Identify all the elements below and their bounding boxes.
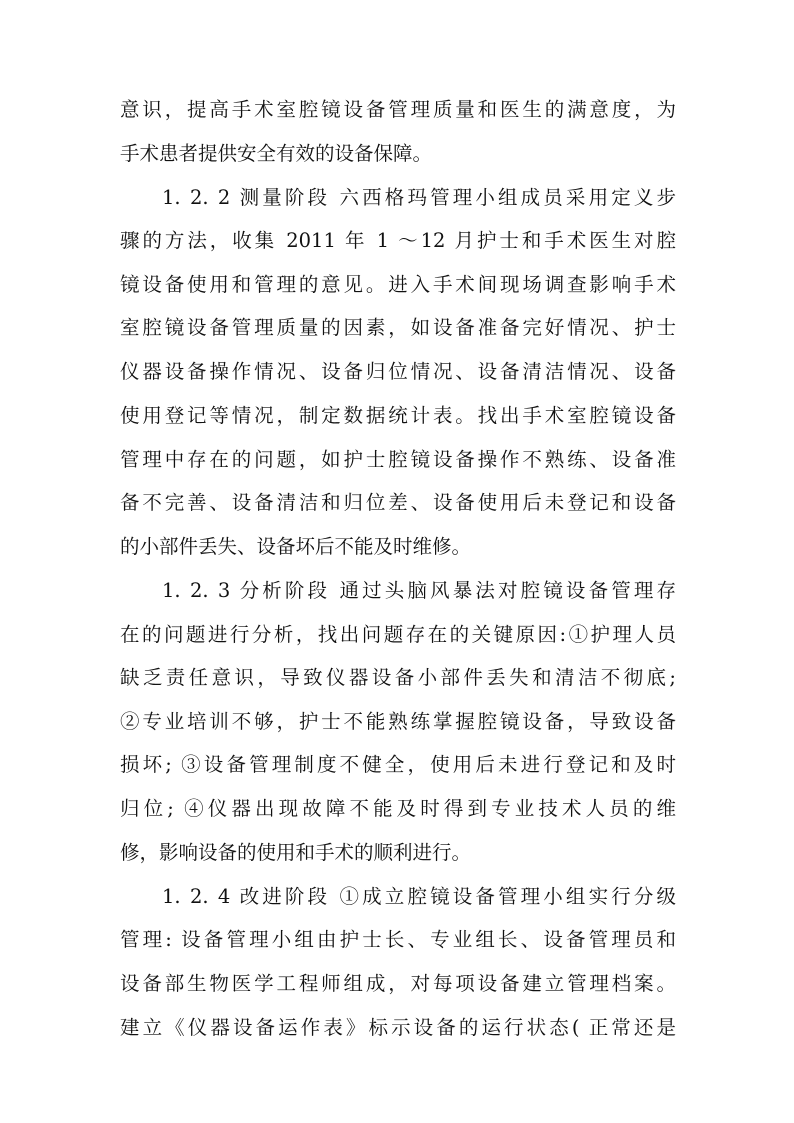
text-line: 损坏; ③设备管理制度不健全，使用后未进行登记和及时 (120, 753, 676, 776)
text-line: 室腔镜设备管理质量的因素，如设备准备完好情况、护士 (120, 316, 676, 339)
section-heading-line: 1. 2. 3 分析阶段 通过头脑风暴法对腔镜设备管理存 (162, 579, 676, 602)
text-line: 使用登记等情况，制定数据统计表。找出手术室腔镜设备 (120, 404, 676, 427)
text-line: 备不完善、设备清洁和归位差、设备使用后未登记和设备 (120, 491, 676, 514)
text-line: 手术患者提供安全有效的设备保障。 (120, 142, 433, 165)
text-line: 仪器设备操作情况、设备归位情况、设备清洁情况、设备 (120, 360, 676, 383)
text-line: 镜设备使用和管理的意见。进入手术间现场调查影响手术 (120, 273, 676, 296)
text-line: ②专业培训不够，护士不能熟练掌握腔镜设备，导致设备 (120, 710, 676, 733)
text-line: 意识，提高手术室腔镜设备管理质量和医生的满意度，为 (120, 98, 676, 121)
text-line: 设备部生物医学工程师组成，对每项设备建立管理档案。 (120, 972, 676, 995)
section-heading-line: 1. 2. 4 改进阶段 ①成立腔镜设备管理小组实行分级 (162, 885, 676, 908)
text-line: 在的问题进行分析，找出问题存在的关键原因:①护理人员 (120, 623, 676, 646)
text-line: 的小部件丢失、设备坏后不能及时维修。 (120, 535, 472, 558)
text-line: 建立《仪器设备运作表》标示设备的运行状态( 正常还是 (120, 1016, 676, 1039)
text-line: 归位; ④仪器出现故障不能及时得到专业技术人员的维 (120, 797, 676, 820)
text-line: 缺乏责任意识，导致仪器设备小部件丢失和清洁不彻底; (120, 666, 676, 689)
text-line: 骤的方法，收集 2011 年 1 ～12 月护士和手术医生对腔 (120, 229, 676, 252)
text-line: 管理: 设备管理小组由护士长、专业组长、设备管理员和 (120, 928, 676, 951)
text-line: 管理中存在的问题，如护士腔镜设备操作不熟练、设备准 (120, 448, 676, 471)
section-heading-line: 1. 2. 2 测量阶段 六西格玛管理小组成员采用定义步 (162, 186, 676, 209)
text-line: 修，影响设备的使用和手术的顺利进行。 (120, 841, 472, 864)
